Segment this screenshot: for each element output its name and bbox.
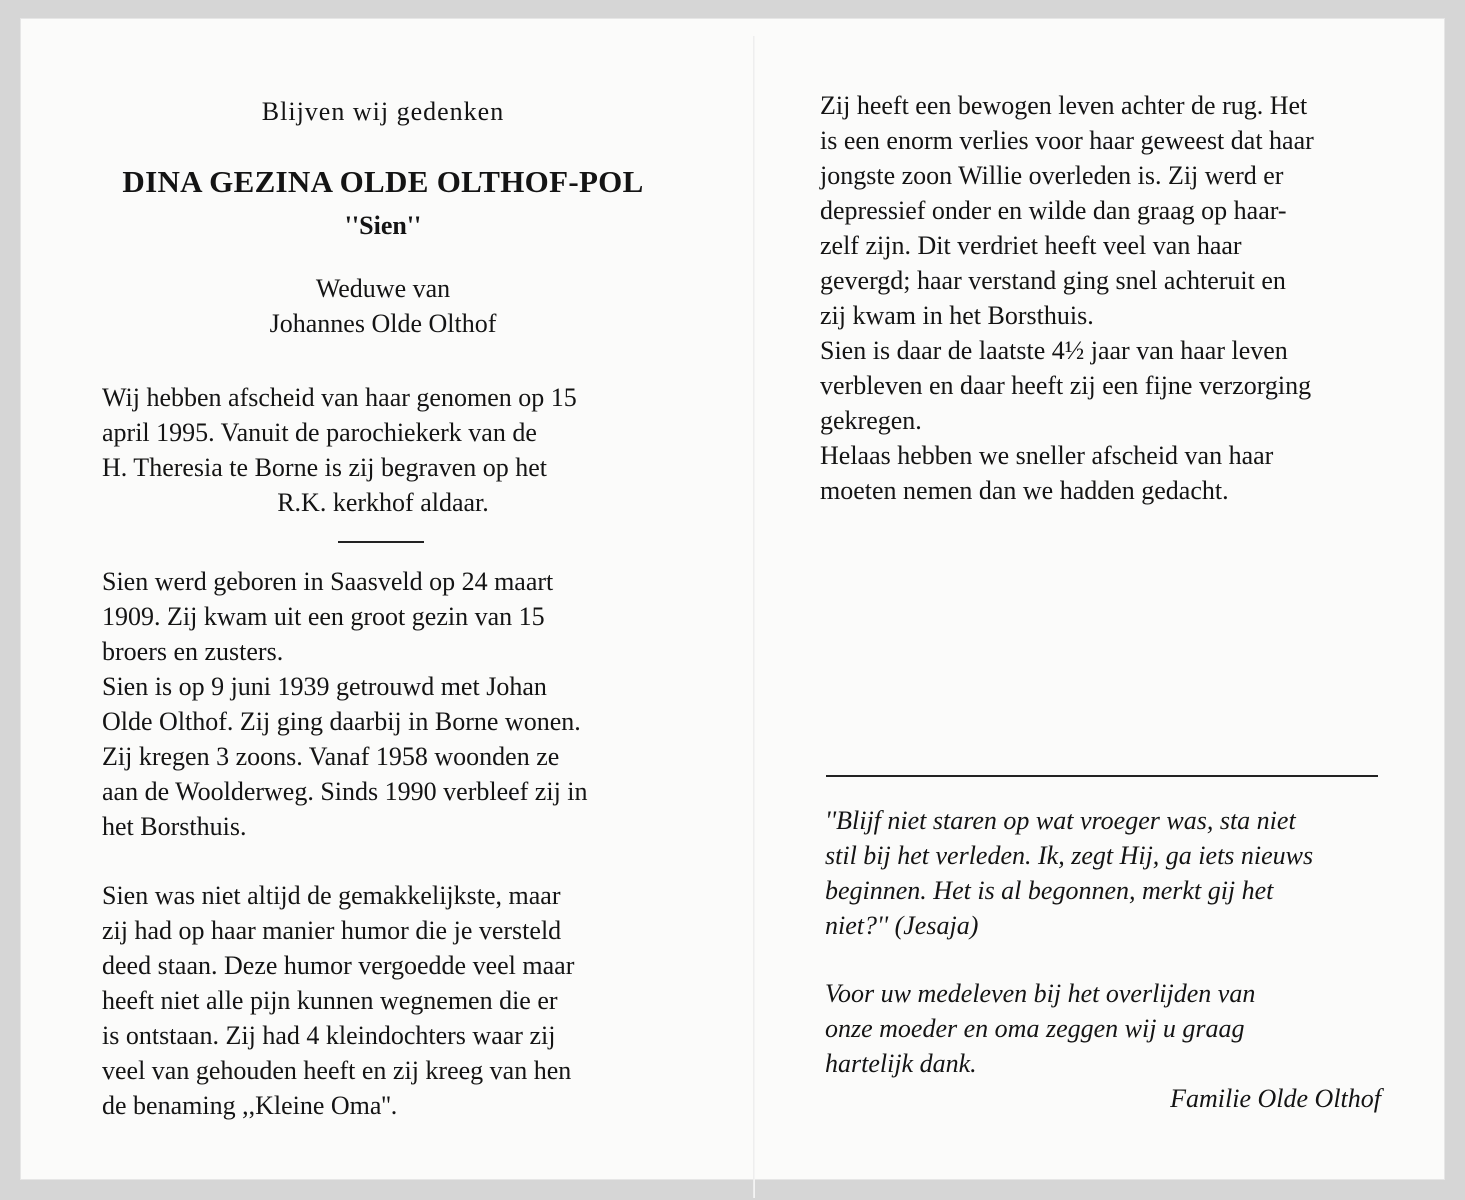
text-line: heeft niet alle pijn kunnen wegnemen die er xyxy=(102,986,558,1015)
thanks-line: hartelijk dank. xyxy=(825,1049,977,1078)
text-line: Sien werd geboren in Saasveld op 24 maart xyxy=(102,567,554,596)
text-line: Sien is op 9 juni 1939 getrouwd met Johan xyxy=(102,672,547,701)
text-line: Sien is daar de laatste 4½ jaar van haar leven xyxy=(820,336,1288,365)
quote-line: niet?'' (Jesaja) xyxy=(825,911,979,940)
text-line: zij kwam in het Borsthuis. xyxy=(820,301,1094,330)
text-line: zij had op haar manier humor die je versteld xyxy=(102,916,562,945)
text-line: 1909. Zij kwam uit een groot gezin van 15 xyxy=(102,602,545,631)
text-line: veel van gehouden heeft en zij kreeg van hen xyxy=(102,1056,572,1085)
deceased-name: DINA GEZINA OLDE OLTHOF-POL xyxy=(122,164,644,199)
text-line: H. Theresia te Borne is zij begraven op het xyxy=(102,453,547,482)
widow-line: Weduwe van xyxy=(315,274,451,303)
text-line: R.K. kerkhof aldaar. xyxy=(277,488,489,517)
family-signature: Familie Olde Olthof xyxy=(1170,1084,1381,1113)
text-line: de benaming ,,Kleine Oma''. xyxy=(102,1091,398,1120)
text-line: gevergd; haar verstand ging snel achteruit en xyxy=(820,266,1286,295)
heading: Blijven wij gedenken xyxy=(261,97,505,126)
text-line: Helaas hebben we sneller afscheid van haar xyxy=(820,441,1274,470)
quote-line: stil bij het verleden. Ik, zegt Hij, ga iets nieuws xyxy=(825,841,1314,870)
text-line: deed staan. Deze humor vergoedde veel maar xyxy=(102,951,575,980)
thanks-line: Voor uw medeleven bij het overlijden van xyxy=(825,979,1256,1008)
text-line: Sien was niet altijd de gemakkelijkste, maar xyxy=(102,881,561,910)
divider xyxy=(826,775,1378,777)
text-line: april 1995. Vanuit de parochiekerk van de xyxy=(102,418,537,447)
later-life-paragraph xyxy=(820,88,1380,508)
text-line: Zij kregen 3 zoons. Vanaf 1958 woonden ze xyxy=(102,742,560,771)
text-line: het Borsthuis. xyxy=(102,812,247,841)
text-line: is een enorm verlies voor haar geweest dat haar xyxy=(820,126,1314,155)
text-line: zelf zijn. Dit verdriet heeft veel van haar xyxy=(820,231,1242,260)
text-line: depressief onder en wilde dan graag op haar- xyxy=(820,196,1287,225)
text-line: moeten nemen dan we hadden gedacht. xyxy=(820,476,1229,505)
nickname: ''Sien'' xyxy=(344,211,422,240)
thanks-line: onze moeder en oma zeggen wij u graag xyxy=(825,1014,1245,1043)
memorial-card xyxy=(20,18,1445,1180)
bible-quote xyxy=(825,803,1381,943)
text-line: broers en zusters. xyxy=(102,637,284,666)
quote-line: beginnen. Het is al begonnen, merkt gij het xyxy=(825,876,1274,905)
life-paragraph xyxy=(102,564,664,844)
text-line: is ontstaan. Zij had 4 kleindochters waar zij xyxy=(102,1021,556,1050)
divider xyxy=(338,541,424,543)
quote-line: ''Blijf niet staren op wat vroeger was, sta niet xyxy=(825,806,1296,835)
text-line: gekregen. xyxy=(820,406,922,435)
text-line: Zij heeft een bewogen leven achter de rug. Het xyxy=(820,91,1308,120)
widow-of xyxy=(102,271,664,341)
text-line: aan de Woolderweg. Sinds 1990 verbleef zij in xyxy=(102,777,588,806)
text-line: Wij hebben afscheid van haar genomen op 15 xyxy=(102,383,577,412)
funeral-paragraph xyxy=(102,380,664,520)
spouse-name: Johannes Olde Olthof xyxy=(269,309,497,338)
card-fold xyxy=(753,36,755,1198)
text-line: jongste zoon Willie overleden is. Zij werd er xyxy=(820,161,1284,190)
text-line: verbleven en daar heeft zij een fijne verzorging xyxy=(820,371,1312,400)
text-line: Olde Olthof. Zij ging daarbij in Borne wonen. xyxy=(102,707,581,736)
character-paragraph xyxy=(102,878,664,1123)
thanks-text xyxy=(825,976,1381,1081)
